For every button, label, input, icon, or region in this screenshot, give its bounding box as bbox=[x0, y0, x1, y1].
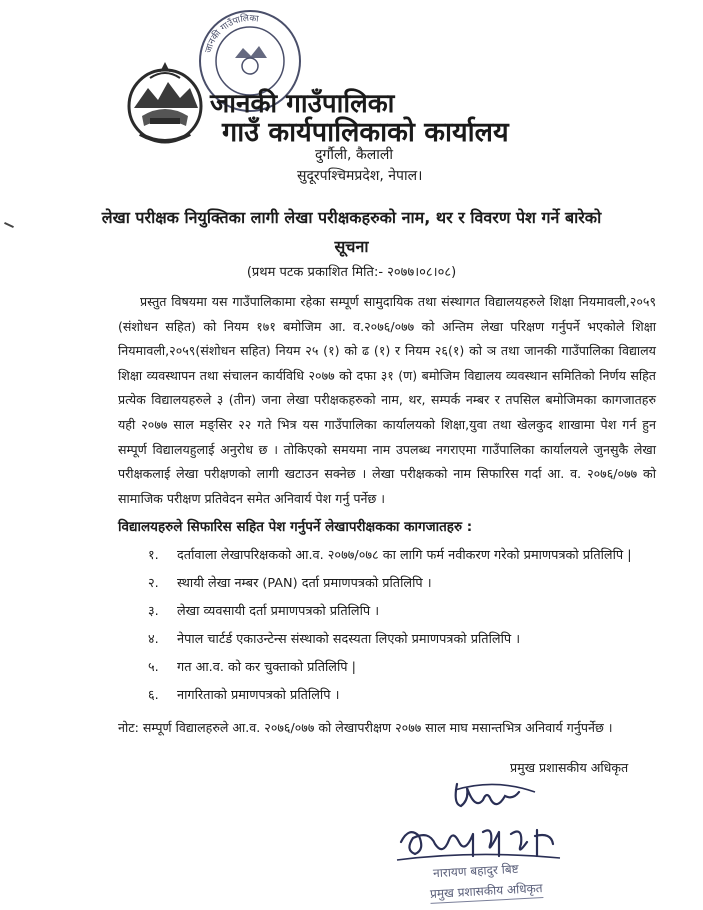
note-text: नोट: सम्पूर्ण विद्यालहरुले आ.व. २०७६/०७७ को लेखापरीक्षण २०७७ साल माघ मसान्तभित्र अनिवार्य गर्नुपर्नेछ । bbox=[118, 720, 613, 735]
list-item-text: लेखा व्यवसायी दर्ता प्रमाणपत्रको प्रतिलिपि । bbox=[177, 604, 380, 619]
seal-text: जानकी गाउँपालिका bbox=[203, 13, 259, 55]
publication-date: (प्रथम पटक प्रकाशित मिति:- २०७७।०८।०८) bbox=[246, 265, 457, 280]
list-item bbox=[140, 573, 660, 595]
list-item-text: स्थायी लेखा नम्बर (PAN) दर्ता प्रमाणपत्रको प्रतिलिपि । bbox=[177, 576, 432, 591]
notice-body: प्रस्तुत विषयमा यस गाउँपालिकामा रहेका सम्पूर्ण सामुदायिक तथा संस्थागत विद्यालयहरुले शिक्षा नियमावली,२०५९ (संशोधन सहित) को नियम १७१ बमोजिम आ. व.२०७६/०७७ को अन्तिम लेखा परिक्षण गर्नुपर्ने भएकोले शिक्षा नियमावली,२०५९(संशोधन सहित) नियम २५ (१) को ढ (१) र नियम २६(१) को ञ तथा जानकी गाउँपालिका विद्यालय शिक्षा व्यवस्थापन तथा संचालन कार्यविधि २०७७ को दफा ३१ (ण) बमोजिम विद्यालय व्यवस्थान समितिको निर्णय सहित प्रत्येक विद्यालयहरुले ३ (तीन) जना लेखा परीक्षकहरुको नाम, थर, सम्पर्क नम्बर र तपसिल बमोजिमका कागजातहरु यही २०७७ साल मङ्सिर २२ गते भित्र यस गाउँपालिका कार्यालयको शिक्षा,युवा तथा खेलकुद शाखामा पेश गर्न हुन सम्पूर्ण विद्यालयहुलाई अनुरोध छ । तोकिएको समयमा नाम उपलब्ध नगराएमा गाउँपालिका कार्यालयले जुनसुकै लेखा परीक्षकलाई लेखा परीक्षणको लागी खटाउन सक्नेछ । लेखा परीक्षकको नाम सिफारिस गर्दा आ. व. २०७६/०७७ को सामाजिक परीक्षण प्रतिवेदन समेत अनिवार्य पेश गर्नु पर्नेछ । bbox=[118, 294, 656, 506]
notice-title-line1: लेखा परीक्षक नियुक्तिका लागी लेखा परीक्षकहरुको नाम, थर र विवरण पेश गर्ने बारेको bbox=[101, 208, 602, 227]
list-item bbox=[140, 601, 660, 623]
list-item bbox=[140, 545, 660, 567]
documents-heading: विद्यालयहरुले सिफारिस सहित पेश गर्नुपर्ने लेखापरीक्षकका कागजातहरु : bbox=[118, 519, 473, 535]
list-item bbox=[140, 657, 660, 679]
org-name-line2: गाउँ कार्यपालिकाको कार्यालय bbox=[222, 117, 509, 148]
signatory-designation: प्रमुख प्रशासकीय अधिकृत bbox=[510, 760, 629, 775]
address-line2: सुदूरपश्चिमप्रदेश, नेपाल। bbox=[297, 168, 423, 184]
documents-list bbox=[140, 545, 660, 713]
org-name-line1: जानकी गाउँपालिका bbox=[210, 89, 395, 119]
list-item-text: दर्तावाला लेखापरिक्षकको आ.व. २०७७/०७८ का लागि फर्म नवीकरण गरेको प्रमाणपत्रको प्रतिलिपि | bbox=[177, 548, 632, 563]
list-item bbox=[140, 629, 660, 651]
list-item-text: नेपाल चार्टर्ड एकाउन्टेन्स संस्थाको सदस्यता लिएको प्रमाणपत्रको प्रतिलिपि । bbox=[177, 632, 521, 647]
list-item-text: नागरिताको प्रमाणपत्रको प्रतिलिपि । bbox=[177, 688, 340, 703]
list-item-number: २. bbox=[148, 576, 159, 591]
list-item bbox=[140, 685, 660, 707]
stamp-name: नारायण बहादुर बिष्ट bbox=[432, 861, 519, 881]
list-item-number: ५. bbox=[148, 660, 159, 675]
list-item-text: गत आ.व. को कर चुक्ताको प्रतिलिपि | bbox=[177, 660, 356, 675]
stamp-title: प्रमुख प्रशासकीय अधिकृत bbox=[430, 879, 543, 904]
notice-title-line2: सूचना bbox=[334, 237, 369, 256]
list-item-number: ६. bbox=[148, 688, 159, 703]
list-item-number: १. bbox=[148, 548, 159, 563]
list-item-number: ३. bbox=[148, 604, 159, 619]
address-line1: दुर्गौली, कैलाली bbox=[315, 147, 393, 163]
list-item-number: ४. bbox=[148, 632, 159, 647]
